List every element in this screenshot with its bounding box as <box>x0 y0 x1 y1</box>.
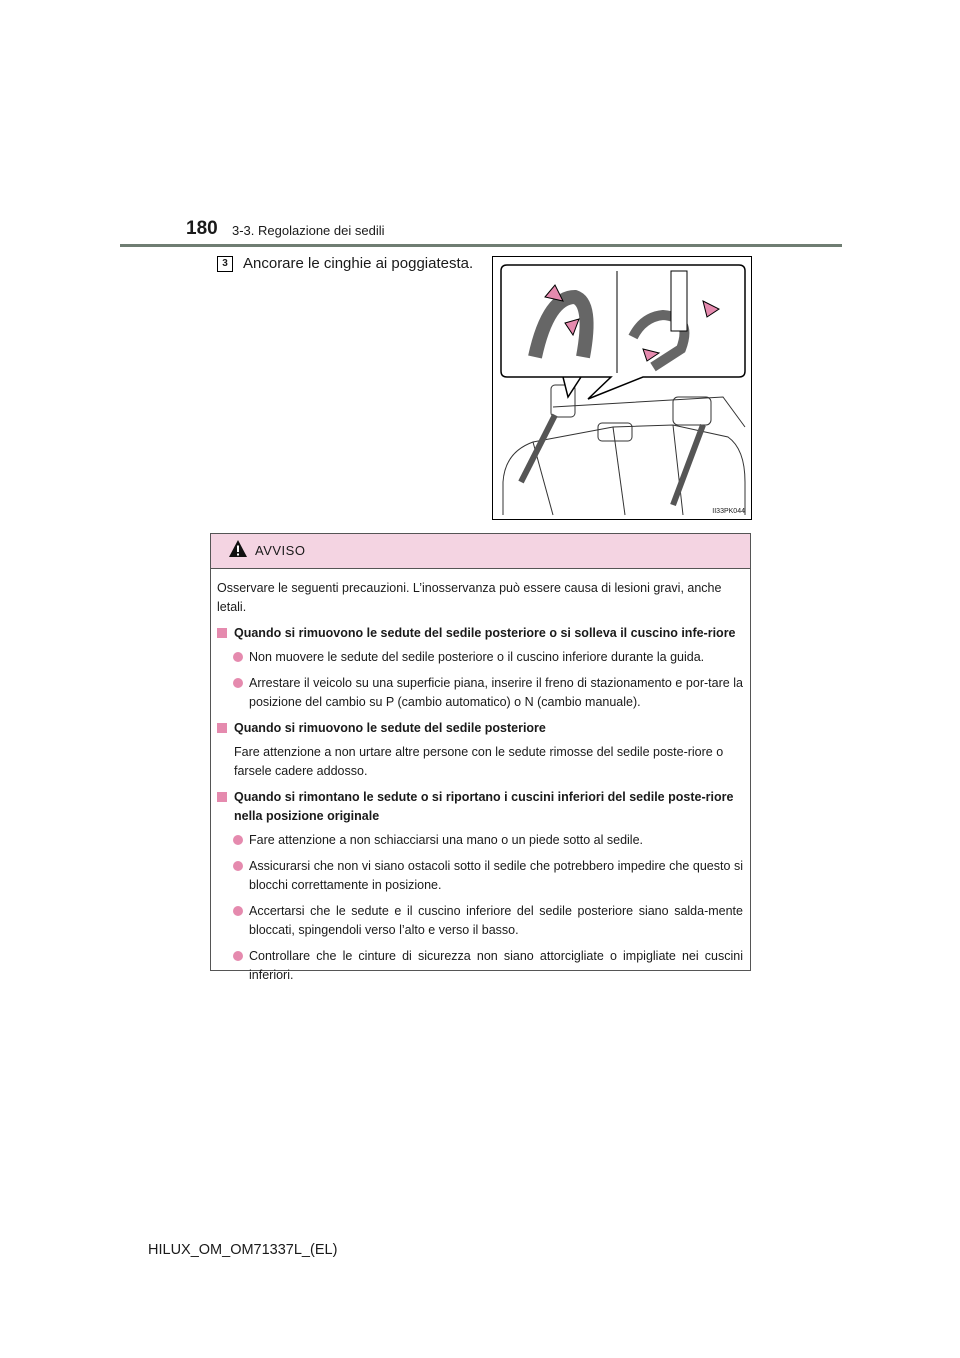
square-bullet-icon <box>217 792 227 802</box>
list-item: Controllare che le cinture di sicurezza non siano attorcigliate o impigliate nei cuscini inferiori. <box>217 947 743 985</box>
list-item: Fare attenzione a non schiacciarsi una mano o un piede sotto al sedile. <box>217 831 743 850</box>
page-number: 180 <box>186 218 218 239</box>
step-number: 3 <box>217 256 233 272</box>
strap-drawing <box>521 415 703 505</box>
callout-bubble <box>501 265 745 399</box>
list-item: Assicurarsi che non vi siano ostacoli sotto il sedile che potrebbero impedire che questo si blocchi correttamente in posizione. <box>217 857 743 895</box>
circle-bullet-icon <box>233 861 243 871</box>
circle-bullet-icon <box>233 951 243 961</box>
section-text: Fare attenzione a non urtare altre persone con le sedute rimosse del sedile poste-riore o farsele cadere addosso. <box>234 745 724 778</box>
illustration-drawing <box>493 257 751 519</box>
warning-body <box>211 569 750 985</box>
warning-triangle-icon <box>228 539 248 559</box>
square-bullet-icon <box>217 723 227 733</box>
warning-box <box>210 533 751 982</box>
circle-bullet-icon <box>233 678 243 688</box>
section-heading: Quando si rimuovono le sedute del sedile posteriore o si solleva il cuscino infe-riore <box>217 624 743 643</box>
section-heading: Quando si rimuovono le sedute del sedile posteriore <box>217 719 743 738</box>
section-title: 3-3. Regolazione dei sedili <box>232 223 385 238</box>
step-instruction: Ancorare le cinghie ai poggiatesta. <box>243 255 474 272</box>
list-item: Non muovere le sedute del sedile posteriore o il cuscino inferiore durante la guida. <box>217 648 743 667</box>
warning-title: AVVISO <box>255 543 306 558</box>
circle-bullet-icon <box>233 835 243 845</box>
list-item: Accertarsi che le sedute e il cuscino inferiore del sedile posteriore siano salda-mente bloccati, spingendoli verso l’alto e verso il basso. <box>217 902 743 940</box>
section-heading: Quando si rimontano le sedute o si riportano i cuscini inferiori del sedile poste-riore nella posizione originale <box>217 788 743 826</box>
circle-bullet-icon <box>233 652 243 662</box>
warning-intro: Osservare le seguenti precauzioni. L’inosservanza può essere causa di lesioni gravi, anche letali. <box>217 581 722 614</box>
header-rule <box>120 244 842 247</box>
headrest-strap-illustration <box>492 256 752 520</box>
document-code: HILUX_OM_OM71337L_(EL) <box>148 1242 338 1258</box>
circle-bullet-icon <box>233 906 243 916</box>
warning-header <box>211 534 750 569</box>
figure-code: II33PK044 <box>712 508 745 515</box>
list-item: Arrestare il veicolo su una superficie piana, inserire il freno di stazionamento e por-tare la posizione del cambio su P (cambio automatico) o N (cambio manuale). <box>217 674 743 712</box>
square-bullet-icon <box>217 628 227 638</box>
